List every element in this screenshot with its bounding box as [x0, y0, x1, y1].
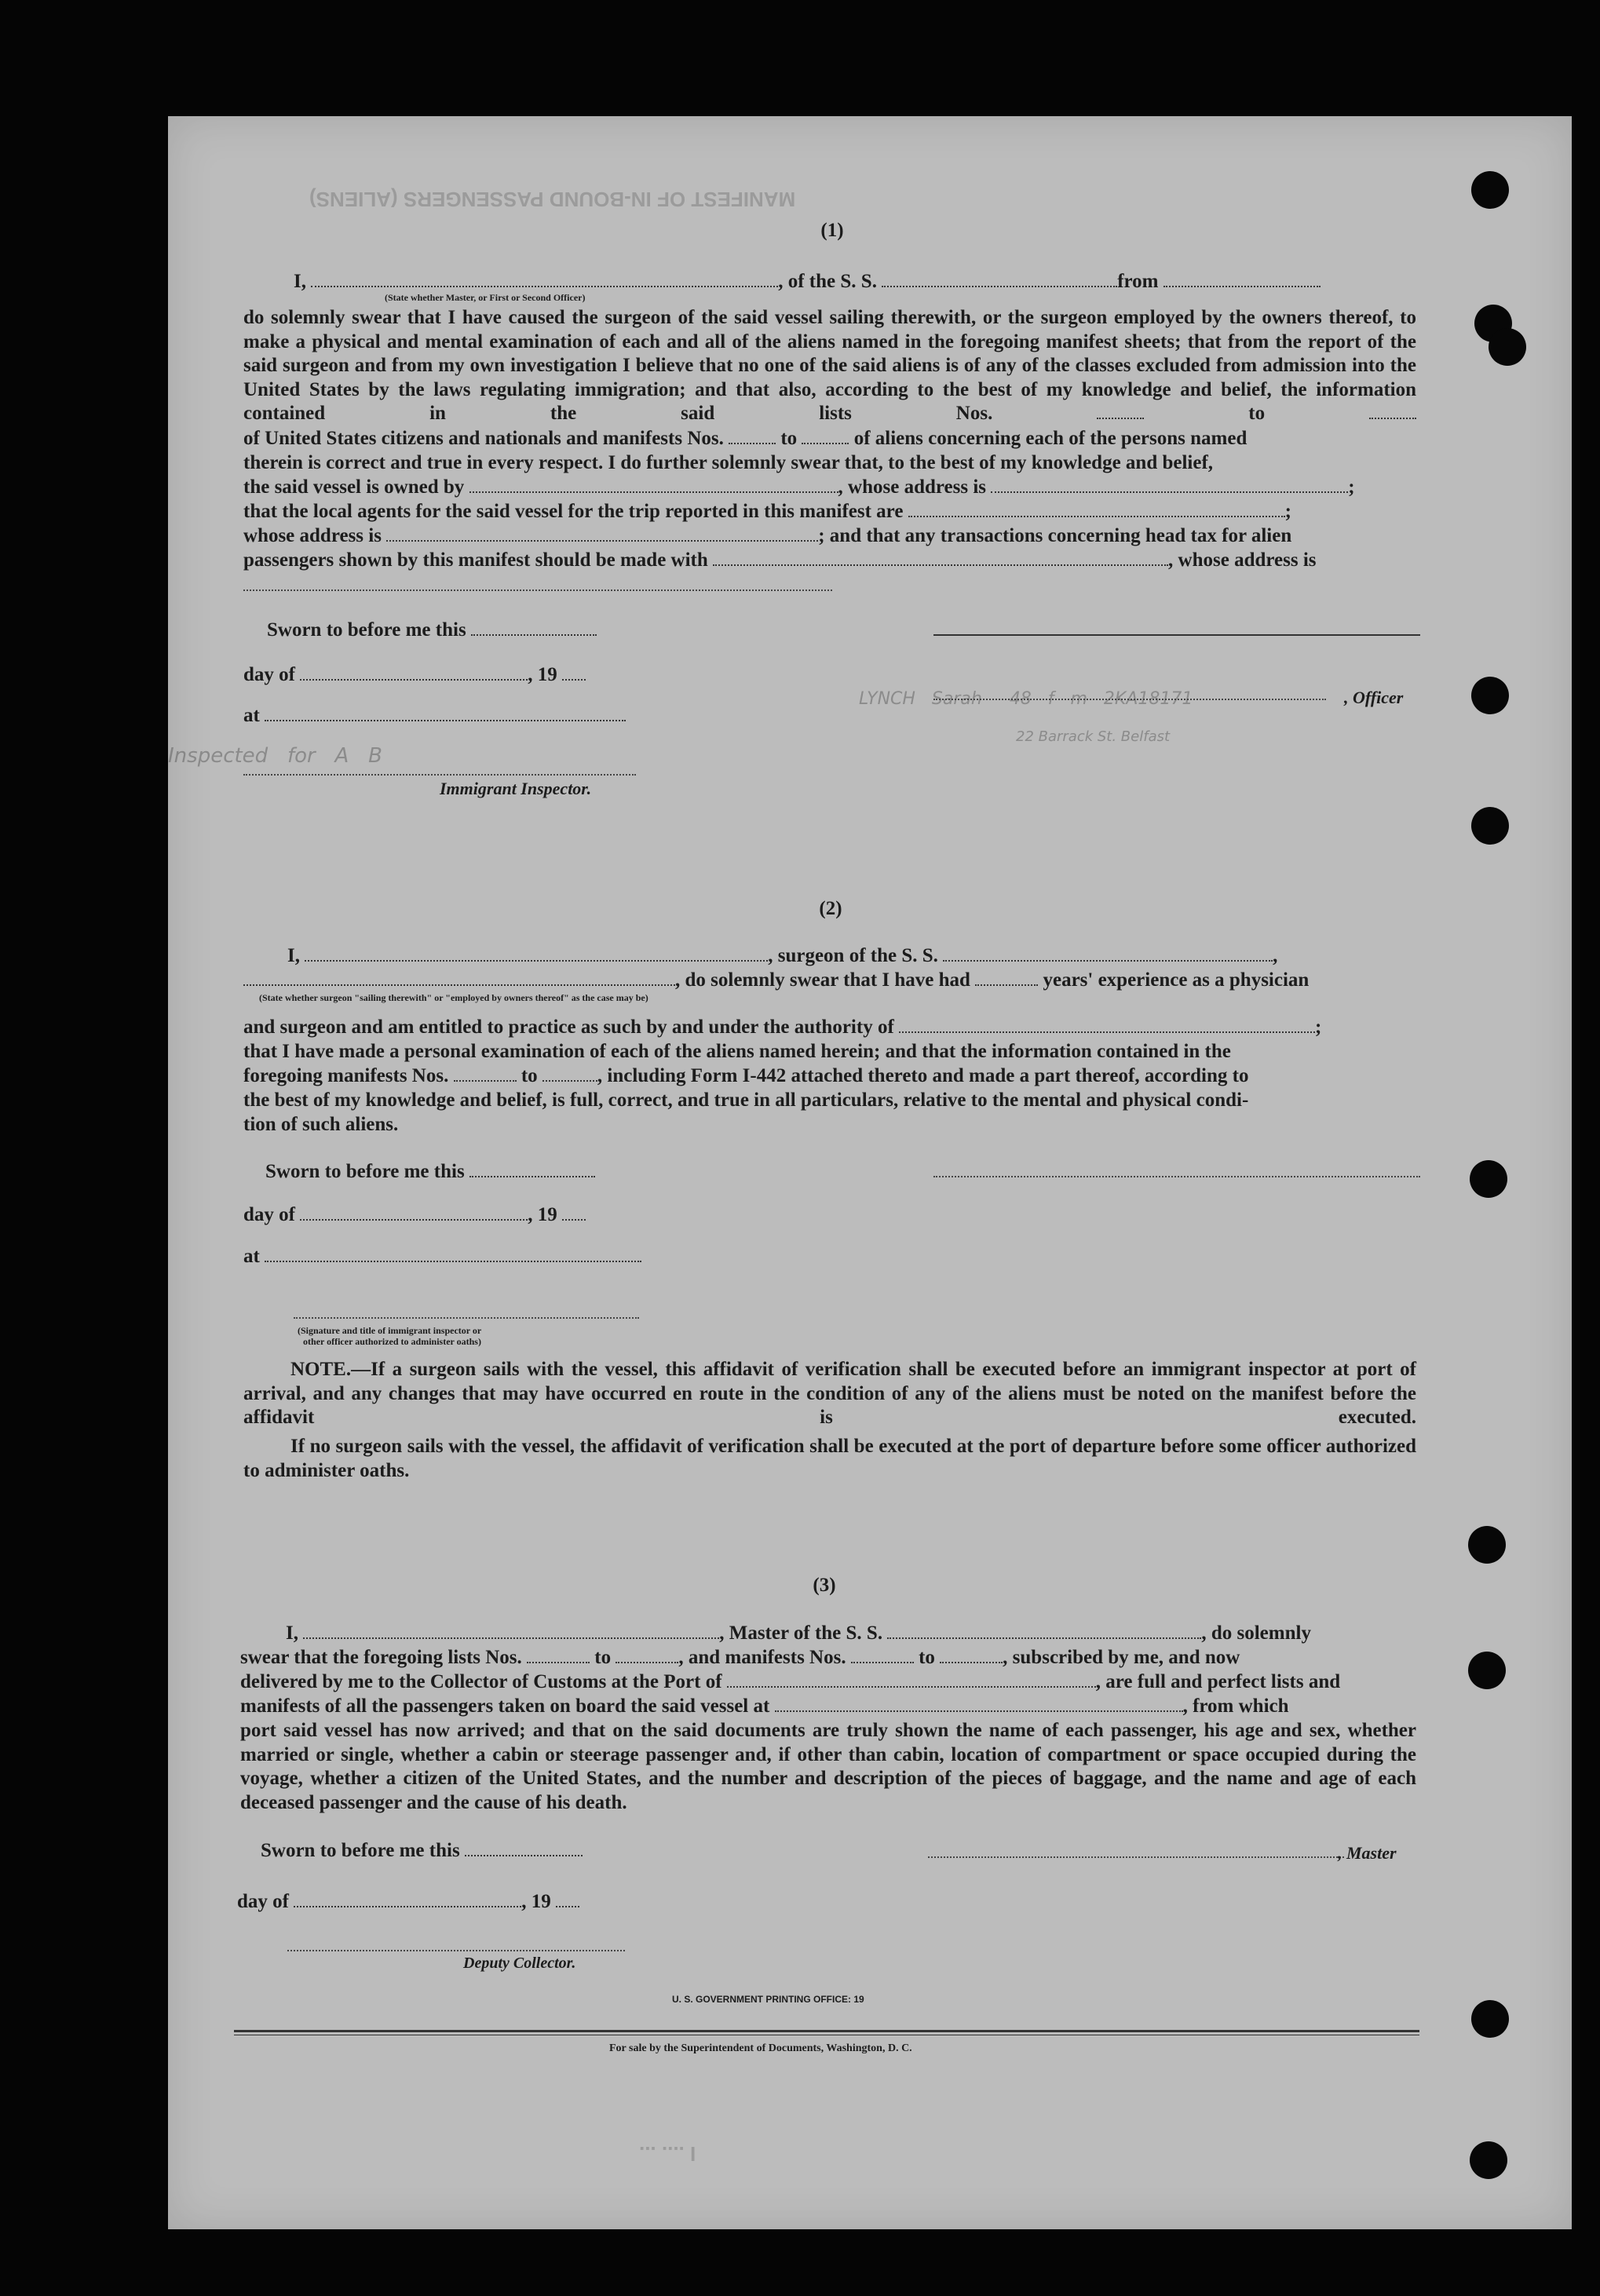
text: foregoing manifests Nos. [243, 1065, 449, 1086]
inspector-label: Immigrant Inspector. [440, 779, 592, 798]
master-label: , Master [1338, 1843, 1397, 1863]
punch-hole [1470, 2141, 1507, 2179]
text: , 19 [528, 664, 557, 685]
paragraph-text: do solemnly swear that I have caused the surgeon of the said vessel sailing therewith, or the surgeon employed by the owners thereof, to make a physical and mental examination of each and all of the aliens named in the foregoing manifest sheets; that from the report of the said surgeon and from my own investigation I believe that no one of the said aliens is of any of the classes excluded from admission into the United States by the laws regulating immigration; and that also, according to the best of my knowledge and belief, the information contained in the said lists Nos. [243, 307, 1416, 424]
text: , and manifests Nos. [678, 1647, 846, 1668]
blank-field [899, 1017, 1315, 1033]
oath-line [243, 549, 1317, 572]
text: , 19 [521, 1891, 551, 1912]
text: whose address is [243, 525, 382, 546]
oath-line: the said vessel is owned by , whose address is ; [243, 476, 1355, 498]
blank-field [727, 1672, 1096, 1688]
text: , of the S. S. [778, 271, 877, 292]
blank-field [851, 1648, 914, 1663]
section-number: (1) [820, 220, 844, 241]
text: I, [294, 271, 306, 292]
officer-label: , Officer [1344, 688, 1404, 707]
note-paragraph: NOTE.—If a surgeon sails with the vessel, this affidavit of verification shall be executed before an immigrant inspector at port of arrival, and any changes that may have occurred en route in the condition of any of the aliens must be noted on the manifest before the affidavit is executed. [243, 1359, 1416, 1428]
oath-line [286, 1622, 1311, 1645]
blank-field [882, 272, 1117, 287]
footer-rule [234, 2030, 1419, 2032]
text: at [243, 705, 260, 726]
blank-field [1097, 403, 1144, 419]
oath-line [243, 427, 1247, 451]
text: , are full and perfect lists and [1095, 1671, 1341, 1692]
blank-field [243, 970, 675, 986]
blank-field [303, 1623, 719, 1639]
field-note: other officer authorized to administer oaths) [303, 1336, 481, 1347]
text: to [780, 428, 798, 449]
text: day of [243, 1204, 295, 1225]
blank-field [265, 1247, 641, 1262]
blank-field [465, 1841, 583, 1856]
text: , 19 [528, 1204, 557, 1225]
text: , whose address is [1168, 549, 1317, 571]
text: day of [237, 1891, 289, 1912]
blank-field [527, 1648, 590, 1663]
blank-field [729, 429, 776, 444]
oath-line [243, 969, 1309, 992]
section-number: (3) [813, 1575, 836, 1596]
blank-field [616, 1648, 678, 1663]
text: , do solemnly [1201, 1623, 1311, 1644]
sale-notice: For sale by the Superintendent of Documents, Washington, D. C. [609, 2042, 912, 2054]
blank-field [975, 970, 1038, 986]
signature-line [933, 1176, 1420, 1177]
punch-hole [1468, 1526, 1506, 1564]
blank-field [311, 272, 778, 287]
text: ; and that any transactions concerning head tax for alien [818, 525, 1292, 546]
place-line [243, 1245, 641, 1268]
oath-line [294, 270, 1321, 294]
text: to [521, 1065, 538, 1086]
text: I, [287, 945, 300, 966]
blank-field [1369, 403, 1416, 419]
oath-line: I, , surgeon of the S. S. , [287, 945, 1278, 966]
blank-field [1163, 272, 1321, 287]
bleed-through-text: MANIFEST OF IN-BOUND PASSENGERS (ALIENS) [309, 188, 796, 211]
printing-office-text: U. S. GOVERNMENT PRINTING OFFICE: 19 [672, 1994, 864, 2005]
collector-label: Deputy Collector. [463, 1955, 576, 1972]
note-paragraph: If no surgeon sails with the vessel, the affidavit of verification shall be executed at the port of departure before some officer authorized to administer oaths. [243, 1436, 1416, 1481]
oath-line: tion of such aliens. [243, 1114, 399, 1135]
sworn-line [267, 619, 597, 642]
blank-field [943, 946, 1273, 962]
text: day of [243, 664, 295, 685]
text: manifests of all the passengers taken on board the said vessel at [240, 1696, 770, 1717]
text: Sworn to before me this [267, 619, 466, 641]
field-note: (Signature and title of immigrant inspector or [298, 1325, 482, 1336]
date-line [237, 1890, 579, 1914]
blank-field [908, 502, 1285, 517]
punch-hole [1489, 328, 1526, 366]
oath-line [243, 524, 1291, 548]
blank-field [562, 1205, 586, 1221]
field-note: (State whether surgeon "sailing therewith" or "employed by owners thereof" as the case may be) [259, 992, 648, 1003]
signature-line [294, 1317, 639, 1319]
blank-field [265, 706, 626, 721]
oath-line [240, 1695, 1289, 1718]
blank-field [542, 1066, 597, 1082]
section-number: (2) [819, 898, 842, 919]
form-sheet [168, 116, 1572, 2229]
oath-paragraph: port said vessel has now arrived; and that on the said documents are truly shown the name of each passenger, his age and sex, whether married or single, whether a cabin or steerage passenger and, if other than cabin, location of compartment or space occupied during the voyage, whether a citizen of the United States, and the number and description of the pieces of baggage, and the name and age of each deceased passenger and the cause of his death. [240, 1720, 1416, 1813]
text: from [1117, 271, 1159, 292]
oath-line: and surgeon and am entitled to practice as such by and under the authority of ; [243, 1017, 1322, 1038]
oath-line: therein is correct and true in every respect. I do further solemnly swear that, to the best of my knowledge and belief, [243, 452, 1214, 473]
text: at [243, 1246, 260, 1267]
signature-line [933, 634, 1420, 636]
blank-field [940, 1648, 1003, 1663]
punch-hole [1468, 1652, 1506, 1689]
blank-field [469, 477, 838, 493]
blank-field [713, 550, 1168, 566]
oath-line: that I have made a personal examination of each of the aliens named herein; and that the information contained in the [243, 1041, 1231, 1062]
text: , do solemnly swear that I have had [675, 969, 970, 991]
text: Sworn to before me this [261, 1840, 460, 1861]
oath-line [240, 1646, 1240, 1670]
blank-field [471, 620, 597, 636]
oath-line: the best of my knowledge and belief, is full, correct, and true in all particulars, relative to the mental and physical condi- [243, 1090, 1249, 1111]
field-note: (State whether Master, or First or Second Officer) [385, 292, 586, 303]
text: Sworn to before me this [265, 1161, 465, 1182]
blank-field [887, 1623, 1201, 1639]
signature-line [287, 1950, 625, 1951]
text: , subscribed by me, and now [1003, 1647, 1240, 1668]
oath-paragraph [243, 306, 1416, 426]
text: , including Form I-442 attached thereto and made a part thereof, according to [597, 1065, 1249, 1086]
blank-field [386, 526, 818, 542]
faint-handwriting: Inspected for A B [168, 744, 382, 768]
bleed-through-text: I .... ... [639, 2142, 696, 2166]
signature-line [243, 774, 636, 776]
text: , from which [1182, 1696, 1289, 1717]
blank-field [562, 665, 586, 681]
text: the said vessel is owned by [243, 476, 465, 498]
blank-field [775, 1696, 1183, 1712]
blank-field [300, 665, 528, 681]
oath-line [243, 1064, 1248, 1088]
text: that the local agents for the said vessel for the trip reported in this manifest are [243, 501, 904, 522]
punch-hole [1471, 2000, 1509, 2038]
blank-field [991, 477, 1348, 493]
faint-handwriting: LYNCH Sarah 48 f m 2KA18171 [859, 689, 1193, 709]
text: of United States citizens and nationals and manifests Nos. [243, 428, 724, 449]
text: , whose address is [838, 476, 987, 498]
signature-line [928, 1856, 1344, 1858]
blank-line [243, 590, 832, 591]
text: swear that the foregoing lists Nos. [240, 1647, 522, 1668]
text: , surgeon of the S. S. [768, 945, 938, 966]
punch-hole [1471, 807, 1509, 845]
blank-field [556, 1892, 579, 1907]
punch-hole [1471, 677, 1509, 714]
text: , Master of the S. S. [719, 1623, 883, 1644]
text: years' experience as a physician [1043, 969, 1310, 991]
blank-field [802, 429, 849, 444]
blank-field [469, 1162, 595, 1177]
oath-line: that the local agents for the said vessel for the trip reported in this manifest are ; [243, 501, 1291, 522]
date-line [243, 1203, 586, 1227]
punch-hole [1471, 171, 1509, 209]
date-line [243, 663, 586, 687]
blank-field [294, 1892, 521, 1907]
blank-field [454, 1066, 517, 1082]
blank-field [305, 946, 768, 962]
text: to [1248, 403, 1266, 424]
text: passengers shown by this manifest should be made with [243, 549, 708, 571]
text: delivered by me to the Collector of Customs at the Port of [240, 1671, 722, 1692]
text: to [919, 1647, 935, 1668]
sworn-line [261, 1839, 583, 1863]
oath-line [240, 1670, 1340, 1694]
faint-handwriting: 22 Barrack St. Belfast [1016, 728, 1171, 745]
signature-line [933, 699, 1326, 700]
text: of aliens concerning each of the persons named [853, 428, 1247, 449]
text: I, [286, 1623, 298, 1644]
text: and surgeon and am entitled to practice as such by and under the authority of [243, 1017, 894, 1038]
text: to [594, 1647, 612, 1668]
sworn-line [265, 1160, 595, 1184]
punch-hole [1470, 1160, 1507, 1198]
place-line [243, 704, 626, 728]
blank-field [300, 1205, 528, 1221]
